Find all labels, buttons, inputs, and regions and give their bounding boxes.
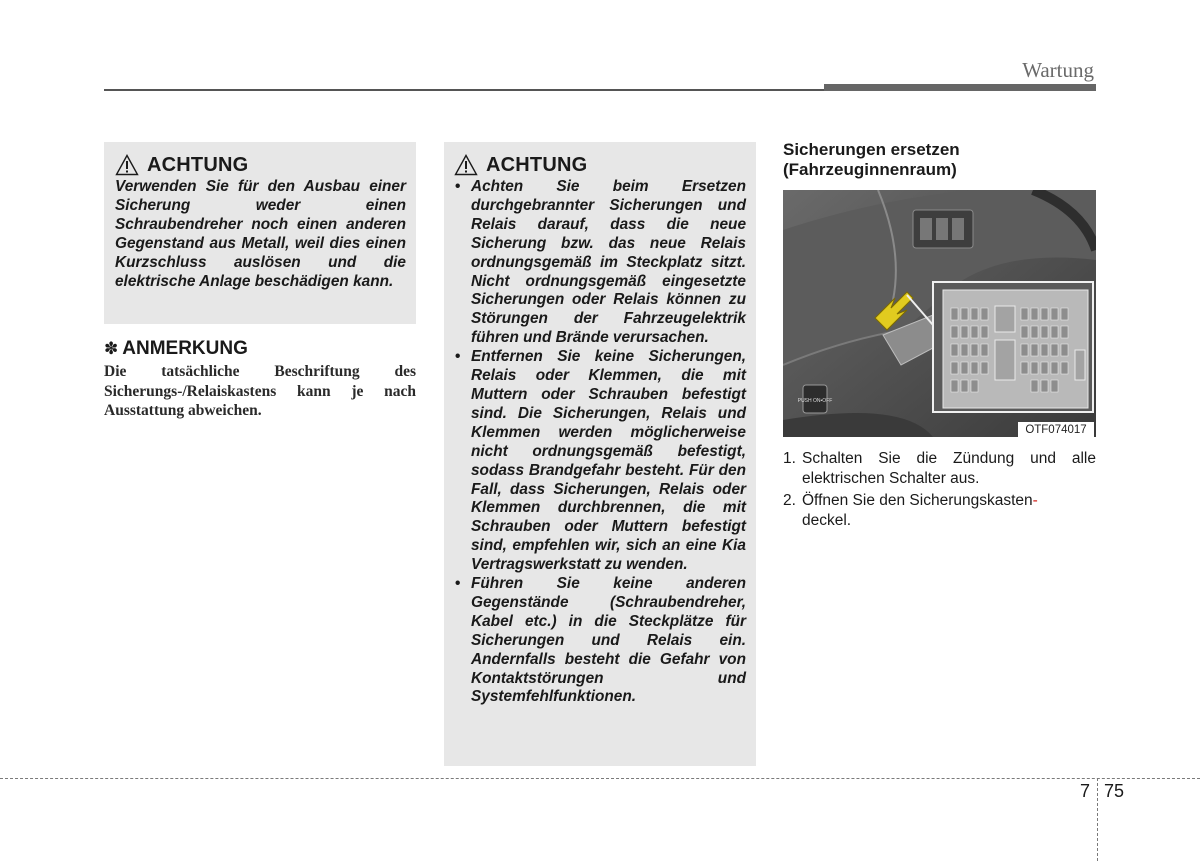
page-header-title: Wartung [1022, 58, 1094, 82]
footer-vertical-rule [1097, 778, 1098, 861]
caution-heading-middle [454, 152, 746, 178]
asterisk-icon: ✽ [104, 339, 119, 358]
step-text: Öffnen Sie den Sicherungskasten [802, 492, 1033, 509]
step-item [783, 449, 1096, 488]
caution-list [454, 178, 746, 707]
page-number: 75 [1104, 781, 1125, 801]
note-text: Die tatsächliche Beschriftung des Sicherungs-/Relaiskastens kann je nach Ausstattung abweichen. [104, 363, 416, 419]
caution-heading-text: ACHTUNG [486, 153, 588, 176]
caution-text-left: Verwenden Sie für den Ausbau einer Sicherung weder einen Schraubendreher noch einen anderen Gegenstand aus Metall, weil dies einen Kurzschluss auslösen und die elektrische Anlage beschädigen kann. [115, 178, 406, 290]
caution-list-item: • Entfernen Sie keine Sicherungen, Relais oder Klemmen, die mit Muttern oder Schrauben befestigt sind. Die Sicherungen, Relais und Klemmen werden möglicherweise nicht ordnungsgemäß befestigt, sodass Brandgefahr besteht. Für den Fall, dass Sicherungen, Relais oder Klemmen durchbrennen, die mit Schrauben oder Muttern befestigt sind, empfehlen wir, sich an eine Kia Vertragswerkstatt zu wenden. [454, 348, 746, 575]
caution-heading-text: ACHTUNG [147, 153, 249, 176]
step-text-continued: deckel. [802, 511, 852, 529]
caution-box-left [104, 142, 416, 324]
caution-box-middle [444, 142, 756, 766]
footer-dashed-rule [0, 778, 1200, 779]
chapter-number: 7 [1080, 781, 1091, 801]
figure-caption: OTF074017 [1018, 422, 1094, 438]
step-number: 1. [783, 450, 796, 467]
note-heading-text: ANMERKUNG [122, 338, 248, 359]
step-text: Schalten Sie die Zündung und alle elektrischen Schalter aus. [802, 450, 1096, 487]
caution-list-item: • Achten Sie beim Ersetzen durchgebrannter Sicherungen und Relais darauf, dass die neue Sicherung bzw. das neue Relais ordnungsgemäß im Steckplatz sitzt. Nicht ordnungsgemäß eingesetzte Sicherungen oder Relais können zu Störungen der Fahrzeugelektrik führen und Brände verursachen. [454, 178, 746, 348]
header-bar [824, 84, 1096, 91]
steps-list [783, 449, 1096, 533]
start-button-label: PUSH ON•OFF [797, 398, 833, 404]
caution-list-item: • Führen Sie keine anderen Gegenstände (Schraubendreher, Kabel etc.) in die Steckplätze für Sicherungen und Relais ein. Andernfalls besteht die Gefahr von Kontaktstörungen und Systemfehlfunktionen. [454, 575, 746, 707]
fuse-box-drawing [783, 190, 1096, 437]
warning-triangle-icon [454, 154, 478, 176]
step-item [783, 491, 1096, 530]
hyphen-mark: - [1032, 492, 1038, 509]
warning-triangle-icon [115, 154, 139, 176]
fuse-box-illustration [783, 190, 1096, 437]
note-heading [104, 338, 248, 360]
header-rule [104, 89, 824, 91]
caution-heading-left [115, 152, 406, 178]
section-heading: Sicherungen ersetzen (Fahrzeuginnenraum) [783, 140, 960, 179]
step-number: 2. [783, 492, 796, 509]
